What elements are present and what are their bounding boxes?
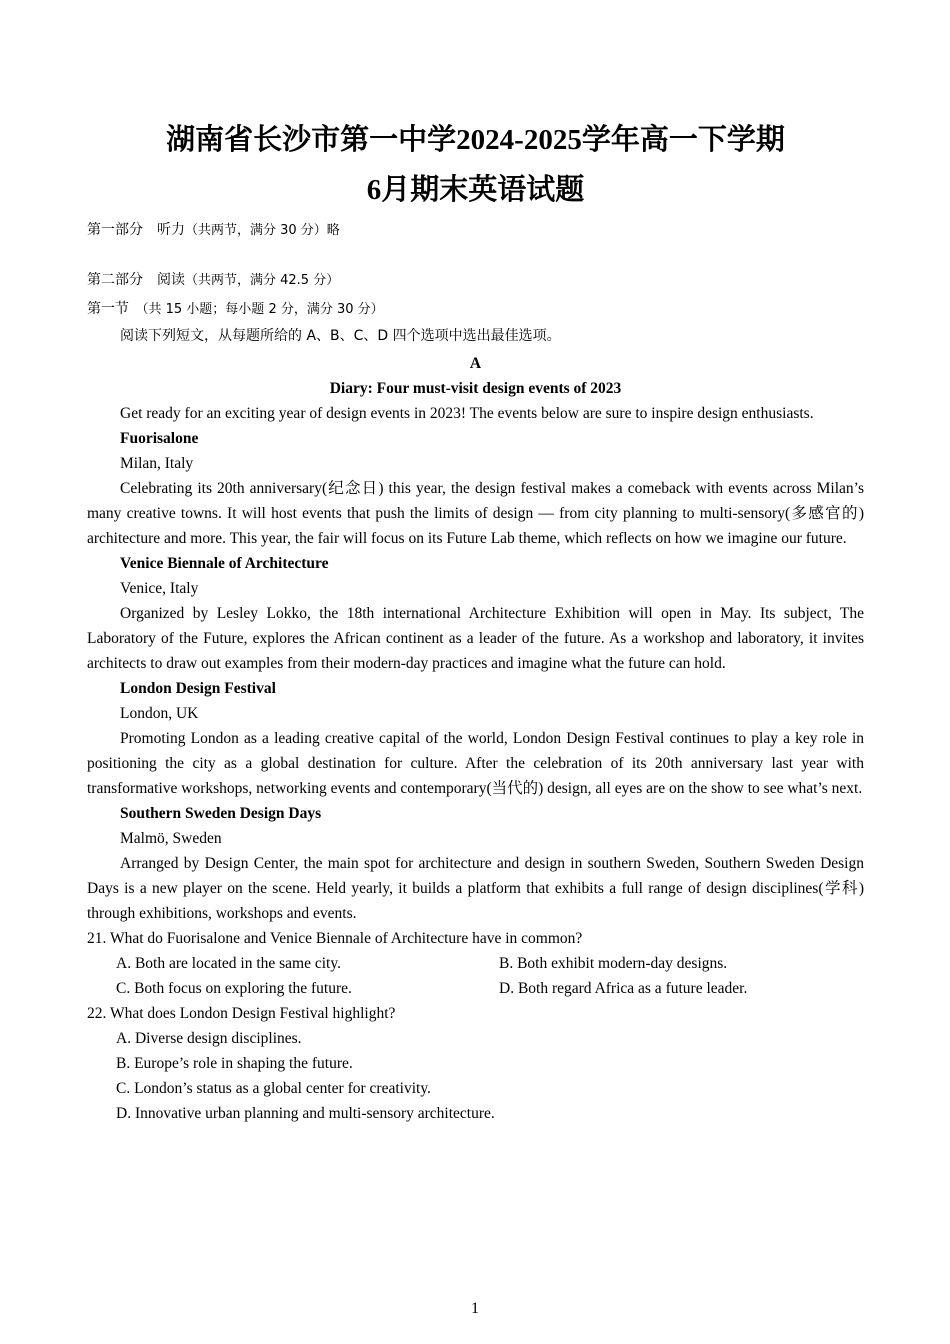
passage-title: Diary: Four must-visit design events of 2023 (329, 380, 622, 397)
part1-label: 第一部分 听力 (87, 222, 185, 238)
option-c: C. London’s status as a global center for creativity. (116, 1080, 431, 1097)
event-description: Organized by Lesley Lokko, the 18th international Architecture Exhibition will open in May. Its subject, The Laboratory of the Future, explores the African continent as a leader of the future. As a workshop and laboratory, it invites architects to draw out examples from their modern-day practices and imagine what the future can hold. (87, 605, 864, 672)
event-name: Venice Biennale of Architecture (120, 555, 329, 572)
exam-page (87, 0, 864, 1126)
event-name: Southern Sweden Design Days (120, 805, 322, 822)
section1-label: 第一节 (87, 301, 129, 317)
event-location: Malmö, Sweden (120, 830, 222, 847)
event-london-design-festival (87, 676, 864, 801)
event-venice-biennale (87, 551, 864, 676)
part2-note: （共两节，满分 42.5 分） (185, 273, 340, 288)
event-description: Celebrating its 20th anniversary(纪念日) this year, the design festival makes a comeback with events across Milan’s many creative towns. It will host events that push the limits of design — from city planning to multi-sensory(多感官的) architecture and more. This year, the fair will focus on its Future Lab theme, which reflects on how we imagine our future. (87, 480, 864, 547)
exam-title-line2: 6月期末英语试题 (366, 174, 585, 206)
event-fuorisalone (87, 426, 864, 551)
passage-intro: Get ready for an exciting year of design events in 2023! The events below are sure to inspire design enthusiasts. (120, 405, 814, 422)
option-c: C. Both focus on exploring the future. (116, 980, 352, 997)
section1-instruction: 阅读下列短文，从每题所给的 A、B、C、D 四个选项中选出最佳选项。 (120, 328, 561, 344)
part2-label: 第二部分 阅读 (87, 272, 185, 288)
part2-heading (87, 268, 864, 293)
option-b: B. Both exhibit modern-day designs. (499, 955, 728, 972)
part1-note: （共两节，满分 30 分）略 (185, 223, 340, 238)
event-southern-sweden-design-days (87, 801, 864, 926)
event-location: Venice, Italy (120, 580, 199, 597)
question-21 (87, 926, 864, 1001)
event-location: London, UK (120, 705, 199, 722)
page-number: 1 (471, 1300, 479, 1317)
question-22 (87, 1001, 864, 1126)
options-row (87, 951, 864, 976)
question-stem: 22. What does London Design Festival highlight? (87, 1005, 396, 1022)
passage-letter: A (469, 355, 482, 372)
event-name: Fuorisalone (120, 430, 199, 447)
options-row (87, 976, 864, 1001)
event-description: Arranged by Design Center, the main spot for architecture and design in southern Sweden, Southern Sweden Design Days is a new player on the scene. Held yearly, it builds a platform that exhibits a full range of design disciplines(学科) through exhibitions, workshops and events. (87, 855, 864, 922)
option-b: B. Europe’s role in shaping the future. (116, 1055, 353, 1072)
event-name: London Design Festival (120, 680, 276, 697)
option-a: A. Both are located in the same city. (116, 955, 341, 972)
exam-title-line1: 湖南省长沙市第一中学2024-2025学年高一下学期 (166, 124, 785, 156)
section1-note: （共 15 小题；每小题 2 分，满分 30 分） (129, 302, 384, 317)
option-a: A. Diverse design disciplines. (116, 1030, 302, 1047)
part1-heading (87, 218, 864, 243)
event-description: Promoting London as a leading creative capital of the world, London Design Festival continues to play a key role in positioning the city as a global destination for culture. After the celebration of its 20th anniversary last year with transformative workshops, networking events and contemporary(当代的) design, all eyes are on the show to see what’s next. (87, 730, 864, 797)
question-stem: 21. What do Fuorisalone and Venice Biennale of Architecture have in common? (87, 930, 583, 947)
event-location: Milan, Italy (120, 455, 194, 472)
option-d: D. Innovative urban planning and multi-sensory architecture. (116, 1105, 495, 1122)
option-d: D. Both regard Africa as a future leader. (499, 980, 748, 997)
section1-heading (87, 297, 864, 322)
